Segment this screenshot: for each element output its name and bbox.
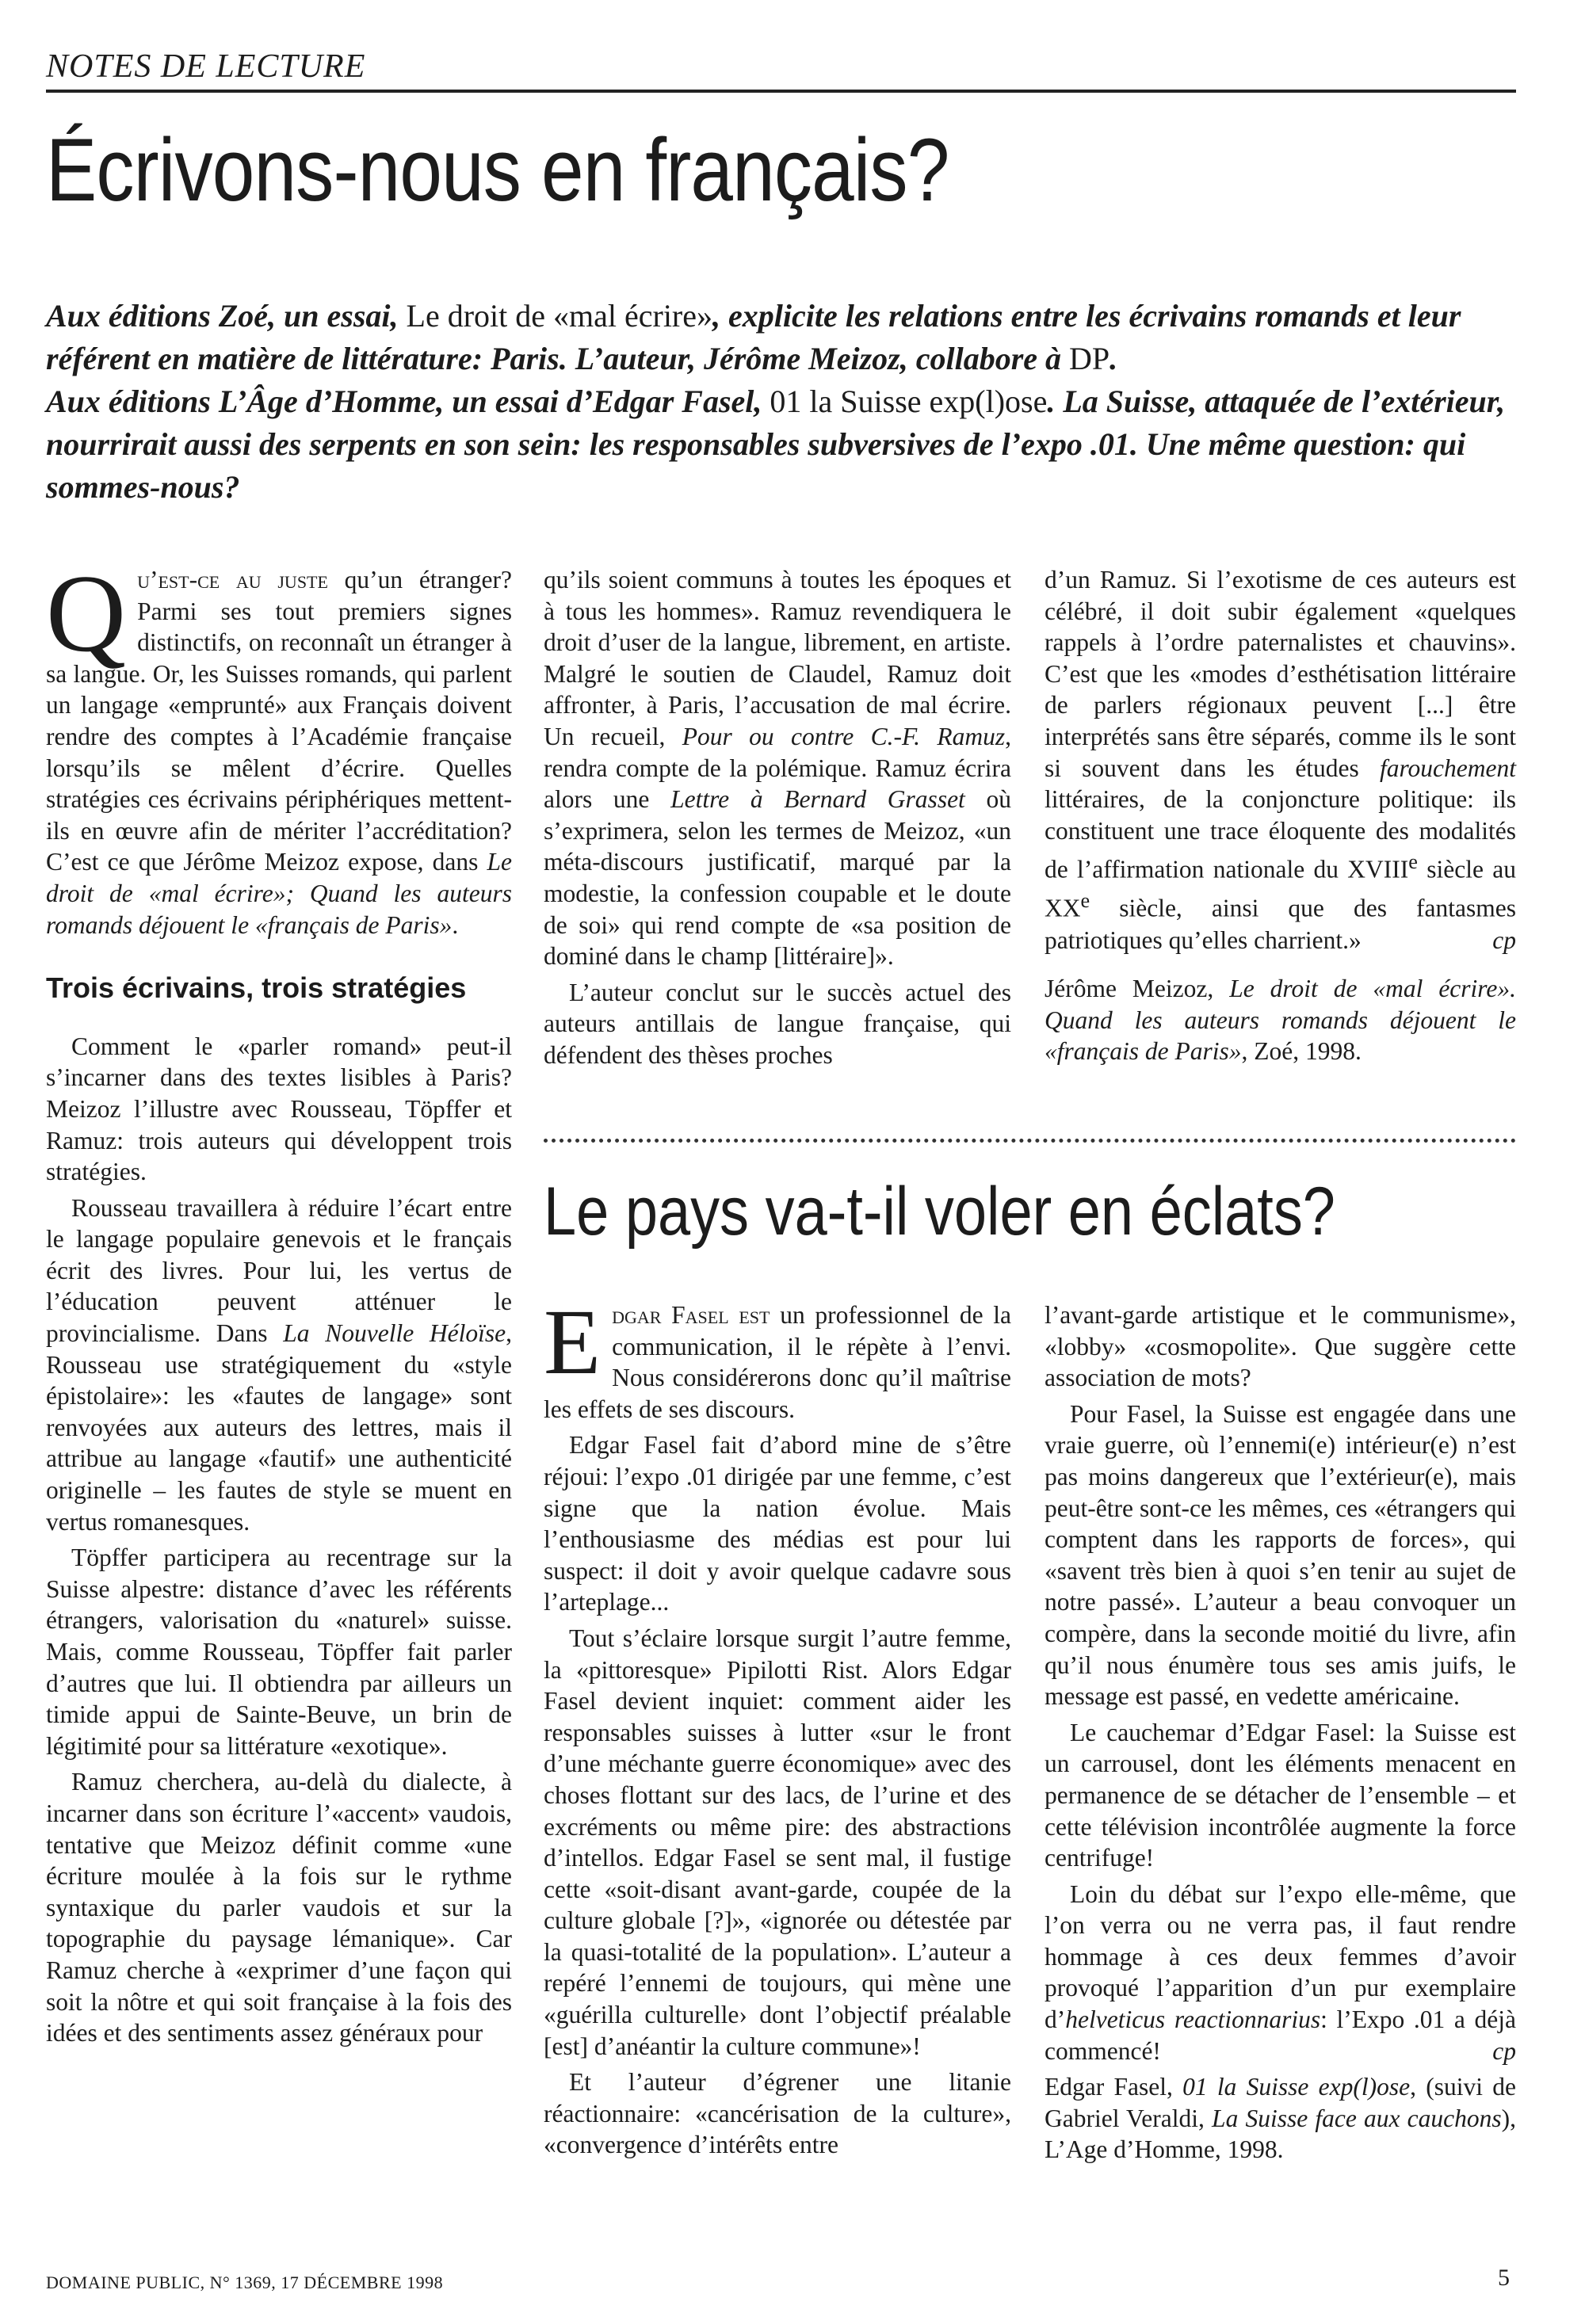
body-text: où s’exprimera, selon les termes de Meizoz, «un méta-discours justificatif, marqué par la modestie, la confession coupable et le doute de soi» qui rend compte de «sa position de dominé dans le champ [littéraire]».: [544, 785, 1011, 971]
headline-2: Le pays va-t-il voler en éclats?: [544, 1173, 1335, 1250]
ref-text: ), L’Age d’Homme, 1998.: [1045, 2104, 1516, 2164]
author-signature: cp: [1492, 2036, 1516, 2065]
intro-paragraph-2: [46, 380, 1528, 509]
body-text: qu’un étranger? Parmi ses tout premiers signes distinctifs, on reconnaît un étranger à sa langue. Or, les Suisses romands, qui parlent un langage «emprunté» aux Français doivent rendre des comptes à l’Académie française lorsqu’ils se mêlent d’écrire. Quelles stratégies ces écrivains périphériques mettent-ils en œuvre afin de mériter l’accréditation? C’est ce que Jérôme Meizoz expose, dans: [46, 566, 512, 876]
dropcap: E: [544, 1290, 602, 1394]
article1-paragraph: Töpffer participera au recentrage sur la Suisse alpestre: distance d’avec les référents étrangers, valorisation du «naturel» suisse. Mais, comme Rousseau, Töpffer fait parler d’autres que lui. Il obtiendra par ailleurs un timide appui de Sainte-Beuve, un brin de légitimité pour sa littérature «exotique».: [46, 1544, 512, 1760]
ref-text: , Zoé, 1998.: [1241, 1037, 1362, 1066]
intro-text: Aux éditions L’Âge d’Homme, un essai d’Edgar Fasel,: [46, 384, 770, 419]
intro-text: .: [1110, 341, 1118, 376]
page-number: 5: [1498, 2265, 1510, 2291]
dropcap: Q: [46, 552, 127, 675]
headline: Écrivons-nous en français?: [46, 120, 949, 219]
article1-column1: [46, 552, 512, 2054]
intro-book-title: 01 la Suisse exp(l)ose: [770, 384, 1048, 419]
superscript: e: [1080, 889, 1090, 913]
author-signature: cp: [1492, 925, 1516, 954]
book-title: La Suisse face aux cauchons: [1212, 2104, 1502, 2132]
body-text: , rendra compte de la polémique. Ramuz écrira alors une: [544, 722, 1012, 814]
intro-text: , explicite les relations entre les écrivains romands et leur référent en matière de littérature: Paris. L’auteur, Jérôme Meizoz, collabore à: [46, 298, 1461, 376]
article1-paragraph: Comment le «parler romand» peut-il s’incarner dans des textes lisibles à Paris? Meizoz l’illustre avec Rousseau, Töpffer et Ramuz: trois auteurs qui développent trois stratégies.: [46, 1032, 512, 1186]
article2-paragraph: Pour Fasel, la Suisse est engagée dans une vraie guerre, où l’ennemi(e) intérieur(e) n’est pas moins dangereux que l’extérieur(e), mais peut-être sont-ce les mêmes, ces «étrangers qui comptent dans les rapports de forces», qui «savent très bien à quoi s’en tenir au sujet de notre passé». L’auteur a beau convoquer un compère, dans la seconde moitié du livre, afin qu’il nous énumère tous ses amis juifs, le message est passé, en vedette américaine.: [1045, 1399, 1516, 1711]
article1-paragraph: Ramuz cherchera, au-delà du dialecte, à incarner dans son écriture l’«accent» vaudois, tentative que Meizoz définit comme «une écriture moulée à la fois sur le rythme syntaxique du parler vaudois et sur la topographie du paysage lémanique». Car Ramuz cherche à «exprimer d’une façon qui soit la nôtre et qui soit française à la fois des idées et des sentiments assez généraux pour: [46, 1768, 512, 2047]
body-text: littéraires, de la conjoncture politique: ils constituent une trace éloquente des modalités de l’affirmation nationale du XVIII: [1045, 785, 1516, 883]
book-title: Le droit de «mal écrire»; Quand les auteurs romands déjouent le «français de Paris»: [46, 848, 512, 939]
body-text: d’un Ramuz. Si l’exotisme de ces auteurs est célébré, il doit subir également «quelques rappels à l’ordre paternalistes et chauvins». C’est que les «modes d’esthétisation littéraire de parlers régionaux peuvent [...] être interprétés sans être séparés, comme ils le sont si souvent dans les études: [1045, 566, 1516, 782]
ref-text: Edgar Fasel,: [1045, 2073, 1183, 2101]
ref-text: , (suivi de Gabriel Veraldi,: [1045, 2073, 1516, 2132]
body-text: siècle, ainsi que des fantasmes patriotiques qu’elles charrient.»: [1045, 894, 1516, 954]
body-text: Loin du débat sur l’expo elle-même, que l’on verra ou ne verra pas, il faut rendre hommage à ces deux femmes d’avoir provoqué l’apparition d’un pur exemplaire d’: [1045, 1879, 1516, 2034]
superscript: e: [1408, 850, 1418, 874]
book-title: Pour ou contre C.-F. Ramuz: [682, 722, 1006, 750]
article2-paragraph: Tout s’éclaire lorsque surgit l’autre femme, la «pittoresque» Pipilotti Rist. Alors Edgar Fasel devient inquiet: comment aider les responsables suisses à lutter «sur le front d’une méchante guerre économique» avec des choses flottant sur des lacs, de l’urine et des excréments ou même pire: des abstractions d’intellos. Edgar Fasel se sent mal, il fustige cette «soit-disant avant-garde, coupée de la culture globale [?]», «ignorée ou détestée par la quasi-totalité de la population». L’auteur a repéré l’ennemi de toujours, qui mène une «guérilla culturelle› dont l’objectif préalable [est] d’anéantir la culture commune»!: [544, 1624, 1011, 2060]
article1-column2: [544, 564, 1011, 1076]
ref-text: Jérôme Meizoz,: [1045, 975, 1230, 1003]
footer-publication: DOMAINE PUBLIC, N° 1369, 17 DÉCEMBRE 1998: [46, 2272, 444, 2292]
header-rule: [46, 90, 1516, 93]
body-text: siècle au XX: [1045, 855, 1517, 922]
book-reference: [1045, 2071, 1516, 2166]
emphasis: helveticus reactionnarius: [1065, 2005, 1321, 2034]
body-text: un professionnel de la communication, il le répète à l’envi. Nous considérerons donc qu’il maîtrise les effets de ses discours.: [544, 1301, 1011, 1423]
article2-paragraph: l’avant-garde artistique et le communisme», «lobby» «cosmopolite». Que suggère cette association de mots?: [1045, 1301, 1516, 1392]
article2-paragraph: [1045, 1879, 1516, 2067]
article2-paragraph: [544, 1290, 1011, 1425]
section-label: NOTES DE LECTURE: [46, 48, 366, 85]
lead-smallcaps: dgar Fasel est: [612, 1301, 770, 1329]
article1-paragraph: [1045, 564, 1516, 956]
body-text: Rousseau travaillera à réduire l’écart entre le langage populaire genevois et le français écrit des livres. Pour lui, les vertus de l’éducation peuvent atténuer le provincialisme. Dans: [46, 1193, 512, 1348]
article2-paragraph: Le cauchemar d’Edgar Fasel: la Suisse est un carrousel, dont les éléments menacent en permanence de se détacher de l’ensemble – et cette télévision incontrôlée augmente la force centrifuge!: [1045, 1718, 1516, 1872]
intro-book-title: Le droit de «mal écrire»: [406, 298, 712, 334]
intro-text: . La Suisse, attaquée de l’extérieur, nourrirait aussi des serpents en son sein: les responsables subversives de l’expo .01. Une même question: qui sommes-nous?: [46, 384, 1506, 505]
article1-paragraph: [46, 1193, 512, 1538]
book-title: Le droit de «mal écrire». Quand les auteurs romands déjouent le «français de Paris»: [1045, 975, 1516, 1066]
article1-column3: [1045, 564, 1516, 1072]
article1-paragraph: [544, 564, 1011, 972]
article1-paragraph: L’auteur conclut sur le succès actuel des auteurs antillais de langue française, qui défendent des thèses proches: [544, 978, 1011, 1069]
intro-paragraph-1: [46, 295, 1528, 380]
intro-dp: DP: [1069, 341, 1110, 376]
body-text: , Rousseau use stratégiquement du «style épistolaire»: les «fautes de langage» sont renvoyées aux auteurs des lettres, mais il attribue au langage «fautif» une authenticité originelle – les fautes de style se muent en vertus romanesques.: [46, 1319, 512, 1536]
intro-standfirst: [46, 295, 1528, 509]
article2-paragraph: Et l’auteur d’égrener une litanie réactionnaire: «cancérisation de la culture», «convergence d’intérêts entre: [544, 2068, 1011, 2159]
dotted-separator: [544, 1139, 1516, 1143]
article1-paragraph: [46, 552, 512, 941]
book-title: La Nouvelle Héloïse: [283, 1319, 506, 1348]
body-text: qu’ils soient communs à toutes les époques et à tous les hommes». Ramuz revendiquera le droit d’user de la langue, librement, en artiste. Malgré le soutien de Claudel, Ramuz doit affronter, à Paris, l’accusation de mal écrire. Un recueil,: [544, 566, 1011, 750]
lead-smallcaps: u’est-ce au juste: [137, 566, 328, 593]
body-text: : l’Expo .01 a déjà commencé!: [1045, 2005, 1516, 2065]
emphasis: farouchement: [1379, 754, 1516, 782]
book-title: Lettre à Bernard Grasset: [670, 785, 965, 814]
article2-paragraph: Edgar Fasel fait d’abord mine de s’être réjoui: l’expo .01 dirigée par une femme, c’est signe que la nation évolue. Mais l’enthousiasme des médias est pour lui suspect: il doit y avoir quelque cadavre sous l’arteplage...: [544, 1431, 1011, 1616]
intro-text: Aux éditions Zoé, un essai,: [46, 298, 407, 334]
book-reference: [1045, 973, 1516, 1067]
book-title: 01 la Suisse exp(l)ose: [1182, 2073, 1411, 2101]
subheading: Trois écrivains, trois stratégies: [46, 971, 467, 1005]
article2-column1: [544, 1290, 1011, 2166]
article2-column2: [1045, 1299, 1516, 2170]
body-text: .: [452, 910, 459, 939]
